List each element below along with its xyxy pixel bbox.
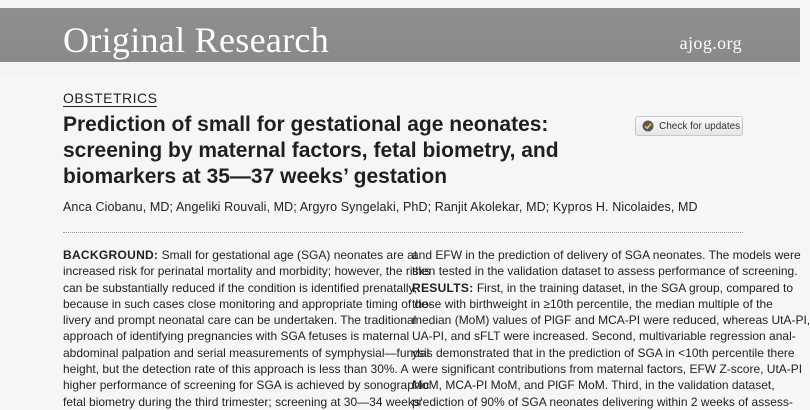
abstract-line: RESULTS: First, in the training dataset, in the SGA group, compared to — [412, 280, 794, 295]
abstract-line: and EFW in the prediction of delivery of SGA neonates. The models were — [412, 248, 801, 262]
abstract-right-column — [412, 247, 810, 410]
abstract-line: were significant contributions from maternal factors, EFW Z-score, UtA-PI — [412, 362, 803, 377]
abstract-line: can be substantially reduced if the condition is identified prenatally, — [63, 280, 417, 295]
abstract-line: BACKGROUND: Small for gestational age (SGA) neonates are at — [63, 248, 418, 262]
results-heading: RESULTS: — [412, 280, 474, 295]
abstract-line: ysis demonstrated that in the prediction of SGA in <10th percentile there — [412, 345, 795, 360]
article-title-line: biomarkers at 35—37 weeks’ gestation — [63, 165, 448, 188]
abstract-line: median (MoM) values of PlGF and MCA-PI were reduced, whereas UtA-PI, — [412, 313, 810, 328]
abstract-line: fetal biometry during the third trimester; screening at 30—34 weeks’ — [63, 394, 423, 409]
abstract-line: increased risk for perinatal mortality and morbidity; however, the risks — [63, 264, 431, 279]
abstract-line: livery and prompt neonatal care can be undertaken. The traditional — [63, 313, 417, 328]
check-for-updates-button[interactable] — [635, 116, 743, 136]
article-title-line: Prediction of small for gestational age neonates: — [63, 113, 549, 136]
journal-banner — [0, 0, 800, 75]
background-heading: BACKGROUND: — [63, 248, 159, 262]
banner-title: Original Research — [63, 20, 329, 60]
article-title — [63, 112, 623, 190]
divider — [63, 232, 743, 233]
author-list: Anca Ciobanu, MD; Angeliki Rouvali, MD; Argyro Syngelaki, PhD; Ranjit Akolekar, MD; Kypros H. Nicolaides, MD — [63, 200, 698, 214]
abstract-line: MoM, MCA-PI MoM, and PlGF MoM. Third, in the validation dataset, — [412, 378, 775, 393]
abstract-line: prediction of 90% of SGA neonates delivering within 2 weeks of assess- — [412, 394, 793, 409]
crossmark-icon — [642, 120, 654, 132]
section-label: OBSTETRICS — [63, 90, 158, 106]
abstract-line: those with birthweight in ≥10th percentile, the median multiple of the — [412, 296, 773, 311]
article-title-line: screening by maternal factors, fetal biometry, and — [63, 139, 559, 162]
abstract-line: abdominal palpation and serial measurements of symphysial—fundal — [63, 345, 430, 360]
abstract-line: then tested in the validation dataset to assess performance of screening. — [412, 264, 798, 279]
abstract-left-column — [63, 247, 432, 410]
journal-site-link[interactable]: ajog.org — [679, 33, 742, 53]
check-for-updates-label: Check for updates — [659, 120, 741, 132]
abstract-line: because in such cases close monitoring and appropriate timing of de- — [63, 296, 432, 311]
abstract-line: approach of identifying pregnancies with SGA fetuses is maternal — [63, 329, 410, 344]
abstract-line: UA-PI, and sFLT were increased. Second, multivariable regression anal- — [412, 329, 796, 344]
abstract-line: higher performance of screening for SGA is achieved by sonographic — [63, 378, 430, 393]
abstract-line: height, but the detection rate of this approach is less than 30%. A — [63, 362, 409, 377]
